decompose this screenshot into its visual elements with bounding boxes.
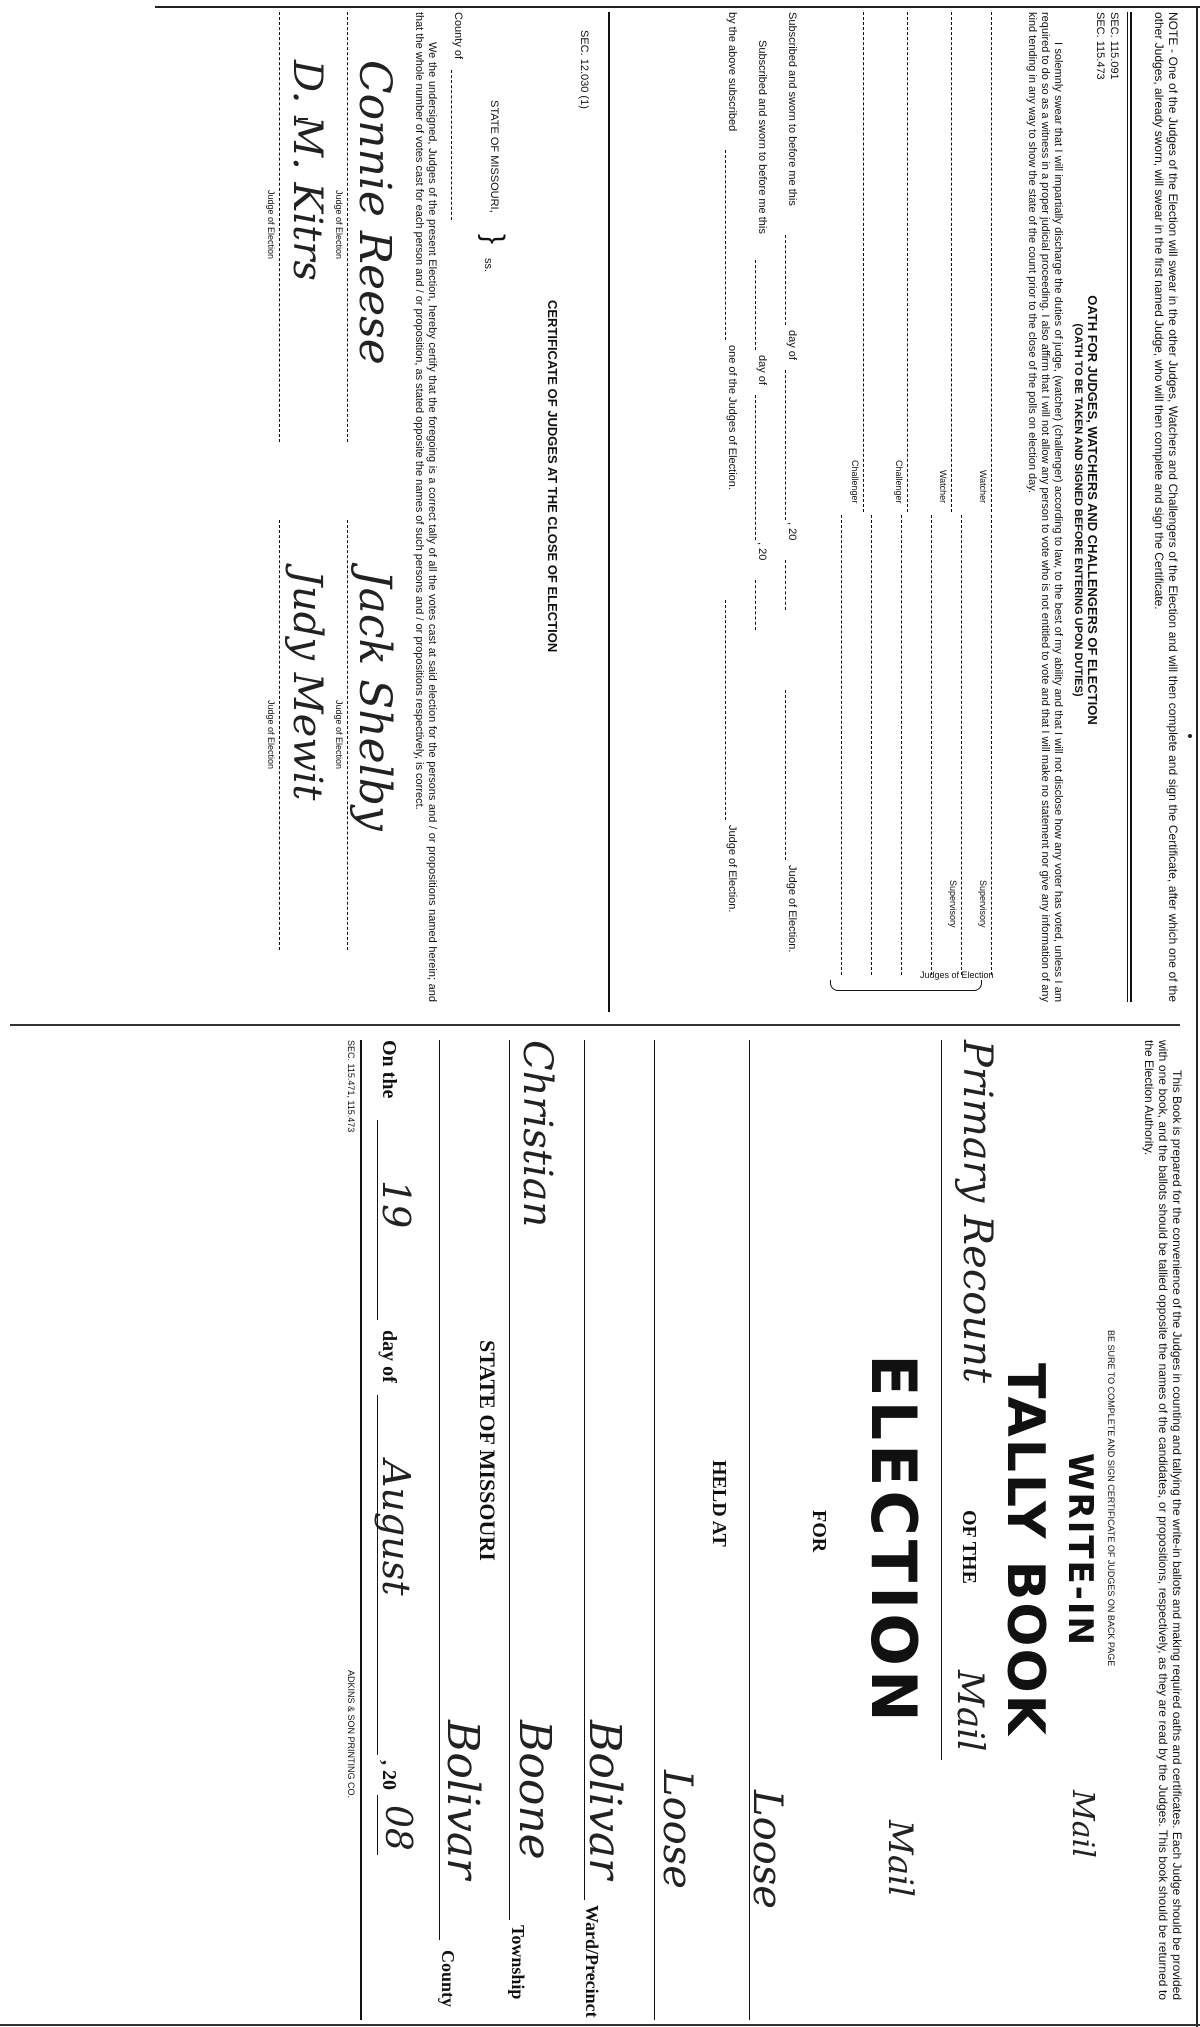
certificate-rule xyxy=(608,12,610,1012)
judge-line-4 xyxy=(279,520,280,950)
for-line xyxy=(749,1040,750,2020)
cover-reminder: BE SURE TO COMPLETE AND SIGN CERTIFICATE OF JUDGES ON BACK PAGE xyxy=(1106,1330,1116,1667)
footer-printer: ADKINS & SON PRINTING CO. xyxy=(346,1670,356,1799)
judge-label-3: Judge of Election xyxy=(266,190,276,260)
subscribed-1-judge-line xyxy=(785,690,786,860)
ward-line xyxy=(584,1040,585,1900)
cover-intro: This Book is prepared for the convenience of the Judges in counting and tallying the write-in ballots and making required oaths and certificates. Each Judge should be provided with one book, and the ballots should be tallied opposite the names of the candidates, or propositions, respectively, as they are read by the Judges. This book should be returned to the Election Authority. xyxy=(1142,1040,1184,2000)
held-at-line xyxy=(654,1040,655,2020)
on-the-label: On the xyxy=(378,1040,400,1099)
subscribed-2-a: Subscribed and sworn to before me this xyxy=(756,40,768,234)
challenger-label-2: Challenger xyxy=(850,460,860,504)
oath-title: OATH FOR JUDGES, WATCHERS AND CHALLENGERS OF ELECTION xyxy=(1085,295,1100,725)
month-handwriting: August xyxy=(374,1460,418,1596)
footer-rule xyxy=(360,1040,362,2020)
watcher-line-1 xyxy=(991,12,992,512)
oath-section-2: SEC. 115.473 xyxy=(1094,12,1106,80)
heading-write-in: WRITE-IN xyxy=(1060,1453,1100,1647)
of-the-label: OF THE xyxy=(958,1510,980,1584)
oath-subtitle: (OATH TO BE TAKEN AND SIGNED BEFORE ENTERING UPON DUTIES) xyxy=(1072,323,1084,697)
note-rule-2 xyxy=(1127,12,1128,1002)
judge-oath-line-4 xyxy=(841,515,842,975)
state-label: STATE OF MISSOURI xyxy=(475,1340,500,1561)
oath-body: I solemnly swear that I will impartially discharge the duties of judge, (watcher) (challenger) according to law, to the best of my ability and that I will not disclose how any voter has voted, unless I am required to do so as a witness in a proper judicial proceeding. I also affirm that I will not allow any person to vote who is not entitled to vote and that I will make no statement nor give any information of any kind tending in any way to show the state of the count prior to the close of the polls on election day. xyxy=(1026,12,1064,1002)
county-handwriting: Bolivar xyxy=(437,1720,488,1880)
township-line xyxy=(509,1040,510,1920)
day-of-label: day of xyxy=(378,1330,400,1383)
subscribed-1-c: , 20 xyxy=(786,522,798,541)
precinct-handwriting: Bolivar xyxy=(579,1720,630,1880)
certificate-brace: } xyxy=(477,234,510,245)
judge-label-2: Judge of Election xyxy=(334,700,344,770)
judge-label-1: Judge of Election xyxy=(334,190,344,260)
judge-signature-1: Connie Reese xyxy=(349,60,400,365)
judges-of-election-label: Judges of Election xyxy=(920,970,994,980)
cover-page xyxy=(0,1030,1200,2027)
certificate-county-line xyxy=(451,70,452,220)
county-name-handwriting: Christian xyxy=(514,1040,560,1228)
day-handwriting: 19 xyxy=(374,1180,418,1229)
subscribed-3-a: by the above subscribed xyxy=(726,12,738,132)
watcher-line-2 xyxy=(951,12,952,512)
election-type-line xyxy=(941,1040,942,1760)
subscribed-3-c: Judge of Election. xyxy=(726,825,738,913)
judge-signature-2: Jack Shelby xyxy=(349,570,400,831)
held-at-label: HELD AT xyxy=(708,1460,730,1547)
heading-tally-book: TALLY BOOK xyxy=(995,1363,1055,1737)
judges-bracket xyxy=(830,980,982,991)
day-line xyxy=(377,1120,378,1320)
subscribed-3-judge-line xyxy=(725,600,726,820)
judge-line-1 xyxy=(347,12,348,442)
judge-line-3 xyxy=(279,12,280,442)
ward-precinct-label: Ward/Precinct xyxy=(582,1905,602,2018)
subscribed-3-name xyxy=(725,150,726,340)
watcher-label-1: Watcher xyxy=(978,470,988,504)
year-line xyxy=(377,1795,378,1855)
annotation-top: Mail xyxy=(1065,1790,1100,1858)
subscribed-1-b: day of xyxy=(786,330,798,360)
county-line xyxy=(439,1040,440,1940)
judge-oath-line-1 xyxy=(931,515,932,975)
subscribed-1-day xyxy=(785,235,786,325)
subscribed-2-c: , 20 xyxy=(756,542,768,561)
supervisory-line-1 xyxy=(991,515,992,975)
supervisory-label-1: Supervisory xyxy=(978,880,988,928)
judge-signature-4: Judy Mewit xyxy=(284,570,330,801)
election-type-handwriting: Primary Recount xyxy=(954,1040,1000,1383)
certificate-body: We the undersigned, Judges of the present Election, hereby certify that the foregoing is a correct tally of all the votes cast at said election for the persons and / or propositions named herein; and that the whole number of votes cast for each person and / or proposition, as stated opposite the names of such persons and / or propositions respectively, is correct. xyxy=(413,12,438,1002)
certificate-state: STATE OF MISSOURI, xyxy=(488,100,500,213)
oath-section-1: SEC. 115.091 xyxy=(1108,12,1120,80)
subscribed-2-month xyxy=(755,395,756,540)
watcher-label-2: Watcher xyxy=(938,470,948,504)
subscribed-2-b: day of xyxy=(756,355,768,385)
annotation-mid: Mail xyxy=(949,1670,990,1752)
annotation-election: Mail xyxy=(880,1820,920,1897)
heading-election: ELECTION xyxy=(857,1354,930,1726)
held-at-handwriting: Loose xyxy=(654,1770,700,1889)
subscribed-2-year xyxy=(755,580,756,630)
subscribed-1-d: Judge of Election. xyxy=(786,865,798,953)
challenger-line-1 xyxy=(907,12,908,512)
for-handwriting: Loose xyxy=(744,1790,790,1909)
subscribed-3-b: one of the Judges of Election. xyxy=(726,345,738,490)
supervisory-label-2: Supervisory xyxy=(948,880,958,928)
challenger-line-2 xyxy=(863,12,864,512)
judge-oath-line-2 xyxy=(901,515,902,975)
year-handwriting: 08 xyxy=(377,1805,418,1851)
certificate-title: CERTIFICATE OF JUDGES AT THE CLOSE OF ELECTION xyxy=(545,300,560,653)
subscribed-1-month xyxy=(785,370,786,520)
certificate-section: SEC. 12.030 (1) xyxy=(578,30,590,109)
township-label: Township xyxy=(508,1925,528,2000)
for-label: FOR xyxy=(808,1510,830,1553)
subscribed-1-year xyxy=(785,560,786,610)
judge-line-2 xyxy=(347,520,348,950)
subscribed-1-a: Subscribed and sworn to before me this xyxy=(786,12,798,206)
judge-signature-3: D. M. Kitrs xyxy=(284,60,330,281)
supervisory-line-2 xyxy=(961,515,962,975)
judge-oath-line-3 xyxy=(871,515,872,975)
year-prefix: , 20 xyxy=(378,1760,400,1790)
county-label: County xyxy=(438,1950,458,2008)
challenger-label-1: Challenger xyxy=(894,460,904,504)
note-text: NOTE - One of the Judges of the Election will swear in the other Judges, Watchers and Challengers of the Election and will then complete and sign the Certificate, after which one of the other Judges, already sworn, will swear in the first named Judge, who will then complete and sign the Certificate. xyxy=(1152,12,1180,1002)
certificate-county-of: County of xyxy=(452,12,464,60)
page-fold xyxy=(10,1024,1180,1026)
subscribed-2-day xyxy=(755,260,756,350)
footer-sections: SEC. 115.471, 115.473 xyxy=(346,1040,356,1133)
note-rule xyxy=(1130,12,1132,1002)
township-handwriting: Boone xyxy=(509,1720,560,1860)
judge-label-4: Judge of Election xyxy=(266,700,276,770)
certificate-ss: ss. xyxy=(482,258,494,273)
month-line xyxy=(377,1395,378,1755)
